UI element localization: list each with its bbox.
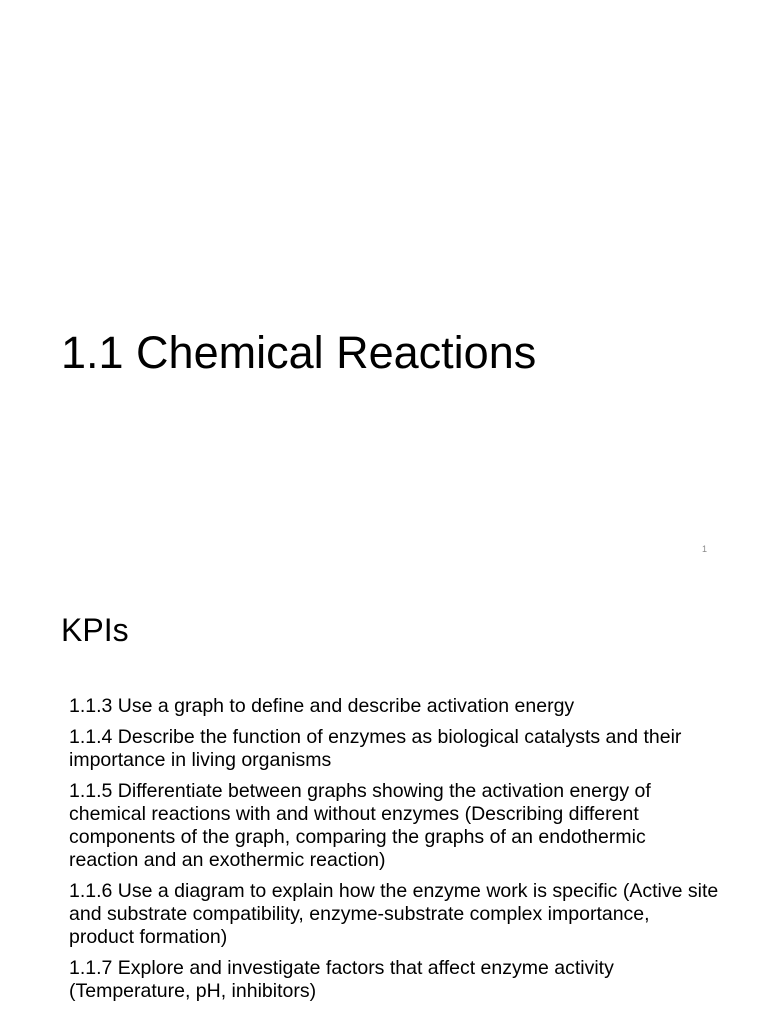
kpis-heading: KPIs <box>61 612 129 648</box>
kpi-item-1-1-7: 1.1.7 Explore and investigate factors that affect enzyme activity (Temperature, pH, inhibitors) <box>69 957 614 1002</box>
kpi-item-1-1-3: 1.1.3 Use a graph to define and describe activation energy <box>69 695 575 717</box>
page-number: 1 <box>702 544 708 554</box>
slide-title: 1.1 Chemical Reactions <box>61 327 537 378</box>
kpi-list <box>69 695 719 1011</box>
kpis-slide <box>0 576 768 1024</box>
kpi-item-1-1-5: 1.1.5 Differentiate between graphs showing the activation energy of chemical reactions with and without enzymes (Describing different components of the graph, comparing the graphs of an endothermic reaction and an exothermic reaction) <box>69 780 651 871</box>
kpi-item-1-1-6: 1.1.6 Use a diagram to explain how the enzyme work is specific (Active site and substrate compatibility, enzyme-substrate complex importance, product formation) <box>69 880 719 948</box>
kpi-item-1-1-4: 1.1.4 Describe the function of enzymes as biological catalysts and their importance in living organisms <box>69 726 682 771</box>
